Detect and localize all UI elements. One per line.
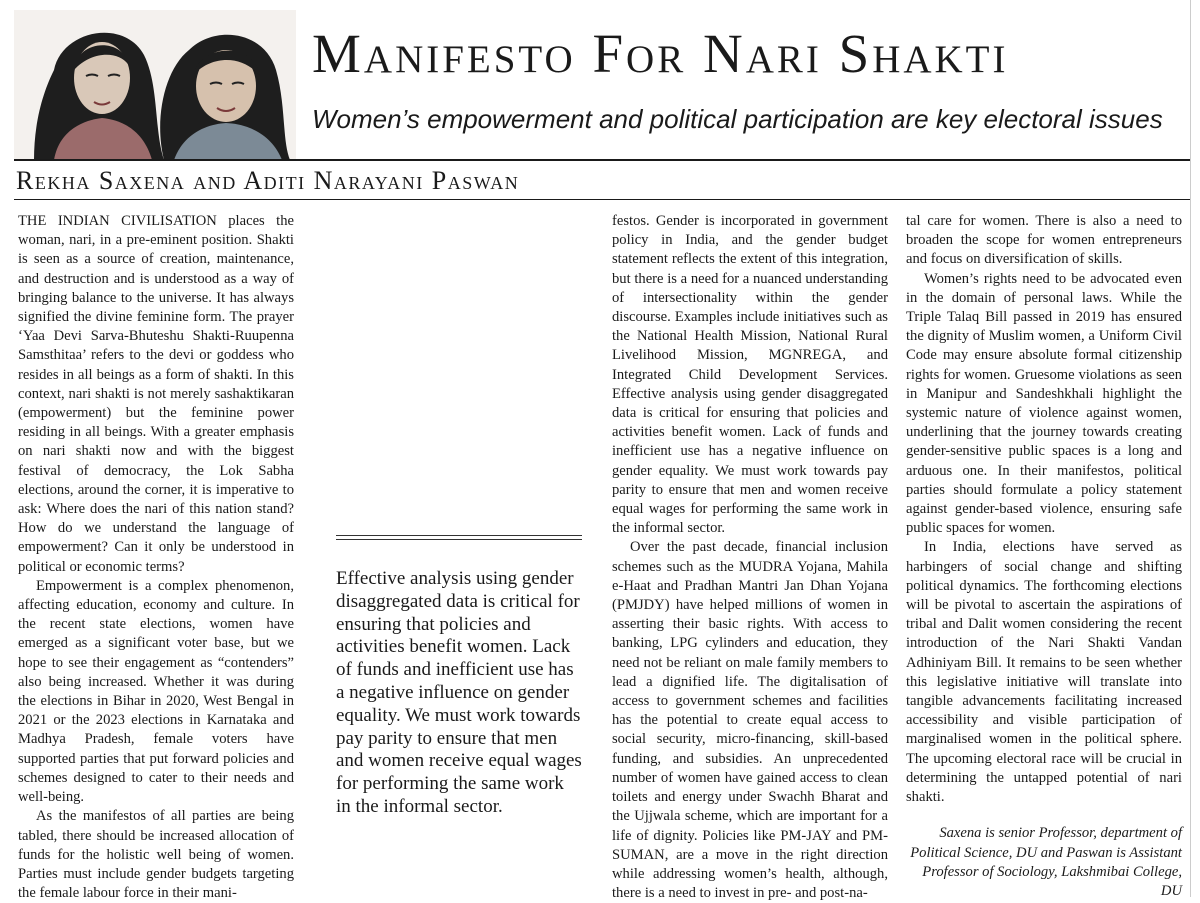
pull-quote (336, 535, 582, 819)
paragraph: In India, elections have served as harbingers of social change and shifting political dynamics. The forthcoming elections will be pivotal to ascertain the aspirations of tribal and Dalit women considering the recent introduction of the Nari Shakti Vandan Adhiniyam Bill. It remains to be seen whether this legislative initiative will translate into tangible advancements facilitating increased accessibility and visible participation of marginalised women in the political sphere. The upcoming electoral race will be crucial in determining the untapped potential of nari shakti. (906, 539, 1182, 806)
column-3 (612, 212, 888, 903)
paragraph: Women’s rights need to be advocated even in the domain of personal laws. While the Triple Talaq Bill passed in 2019 has ensured the dignity of Muslim women, a Uniform Civil Code may ensure absolute formal citizenship rights for women. Gruesome violations as seen in Manipur and Sandeshkhali highlight the systemic nature of violence against women, underlining that the journey towards creating gender-sensitive public spaces is a long and arduous one. In their manifestos, political parties should formulate a policy statement against gender-based violence, ensuring safe public spaces for women. (906, 270, 1182, 537)
portrait-left (34, 33, 164, 160)
paragraph: As the manifestos of all parties are being tabled, there should be increased allocation of funds for the holistic well being of women. Parties must include gender budgets targeting the female labour force in their mani- (18, 808, 294, 902)
pull-quote-text: Effective analysis using gender disaggregated data is critical for ensuring that policies and activities benefit women. Lack of funds and inefficient use has a negative influence on gender equality. We must work towards pay parity to ensure that men and women receive equal wages for performing the same work in the informal sector. (336, 568, 582, 817)
paragraph-text: places the woman, nari, in a pre-eminent position. Shakti is seen as a source of creation, maintenance, and destruction and is understood as a way of bringing balance to the universe. It has always signified the divine feminine form. The prayer ‘Yaa Devi Sarva-Bhuteshu Shakti-Ruupenna Samsthitaa’ refers to the devi or goddess who resides in all beings as a form of shakti. In this context, nari shakti is not merely sashaktikaran (empowerment) but the feminine power residing in all beings. With a greater emphasis on nari shakti now and with the biggest festival of democracy, the Lok Sabha elections, around the corner, it is imperative to ask: Where does the nari of this nation stand? How do we understand the language of empowerment? Can it only be understood in political or economic terms? (18, 213, 295, 575)
author-portraits (14, 10, 296, 160)
paragraph: tal care for women. There is also a need to broaden the scope for women entrepreneurs and focus on diversification of skills. (906, 213, 1182, 268)
paragraph (18, 212, 294, 577)
byline-rule (14, 199, 1190, 200)
paragraph: Over the past decade, financial inclusion schemes such as the MUDRA Yojana, Mahila e-Haat and Pradhan Mantri Jan Dhan Yojana (PMJDY) have helped millions of women in asserting their basic rights. With access to banking, LPG cylinders and education, they need not be reliant on male family members to lead a dignified life. The digitalisation of access to government schemes and facilities has the potential to create equal access to social security, micro-financing, skill-based funding, and subsidies. An unprecedented number of women have gained access to clean toilets and energy under Swachh Bharat and the Ujjwala scheme, which are important for a life of dignity. Policies like PM-JAY and PM-SUMAN, are a move in the right direction while addressing women’s health, although, there is a need to invest in pre- and post-na- (612, 539, 888, 902)
author-credit: Saxena is senior Professor, department of Political Science, DU and Paswan is Assistant Professor of Sociology, Lakshmibai College, DU (910, 825, 1182, 899)
article-subtitle: Women’s empowerment and political participation are key electoral issues (312, 104, 1163, 134)
paragraph: Empowerment is a complex phenomenon, affecting education, economy and culture. In the recent state elections, women have emerged as a significant voter base, but we hope to see their engagement as “contenders” also being increased. Whether it was during the elections in Bihar in 2020, West Bengal in 2021 or the 2023 elections in Karnataka and Madhya Pradesh, female voters have supported parties that put forward policies and schemes designed to cater to their needs and well-being. (18, 577, 294, 806)
article-headline: Manifesto For Nari Shakti (312, 23, 1009, 84)
column-4 (906, 212, 1182, 901)
article-byline: Rekha Saxena and Aditi Narayani Paswan (16, 166, 520, 195)
column-1 (18, 212, 294, 903)
portrait-right (160, 35, 290, 160)
lead-in: THE INDIAN CIVILISATION (18, 213, 217, 229)
paragraph: festos. Gender is incorporated in government policy in India, and the gender budget statement reflects the extent of this integration, but there is a need for a nuanced understanding of intersectionality within the gender discourse. Examples include initiatives such as the National Health Mission, National Rural Livelihood Mission, MGNREGA, and Integrated Child Development Services. Effective analysis using gender disaggregated data is critical for ensuring that policies and activities benefit women. Lack of funds and inefficient use has a negative influence on gender equality. We must work towards pay parity to ensure that men and women receive equal wages for performing the same work in the informal sector. (612, 213, 888, 537)
page-edge-rule (1190, 0, 1191, 897)
header-rule (14, 159, 1190, 161)
